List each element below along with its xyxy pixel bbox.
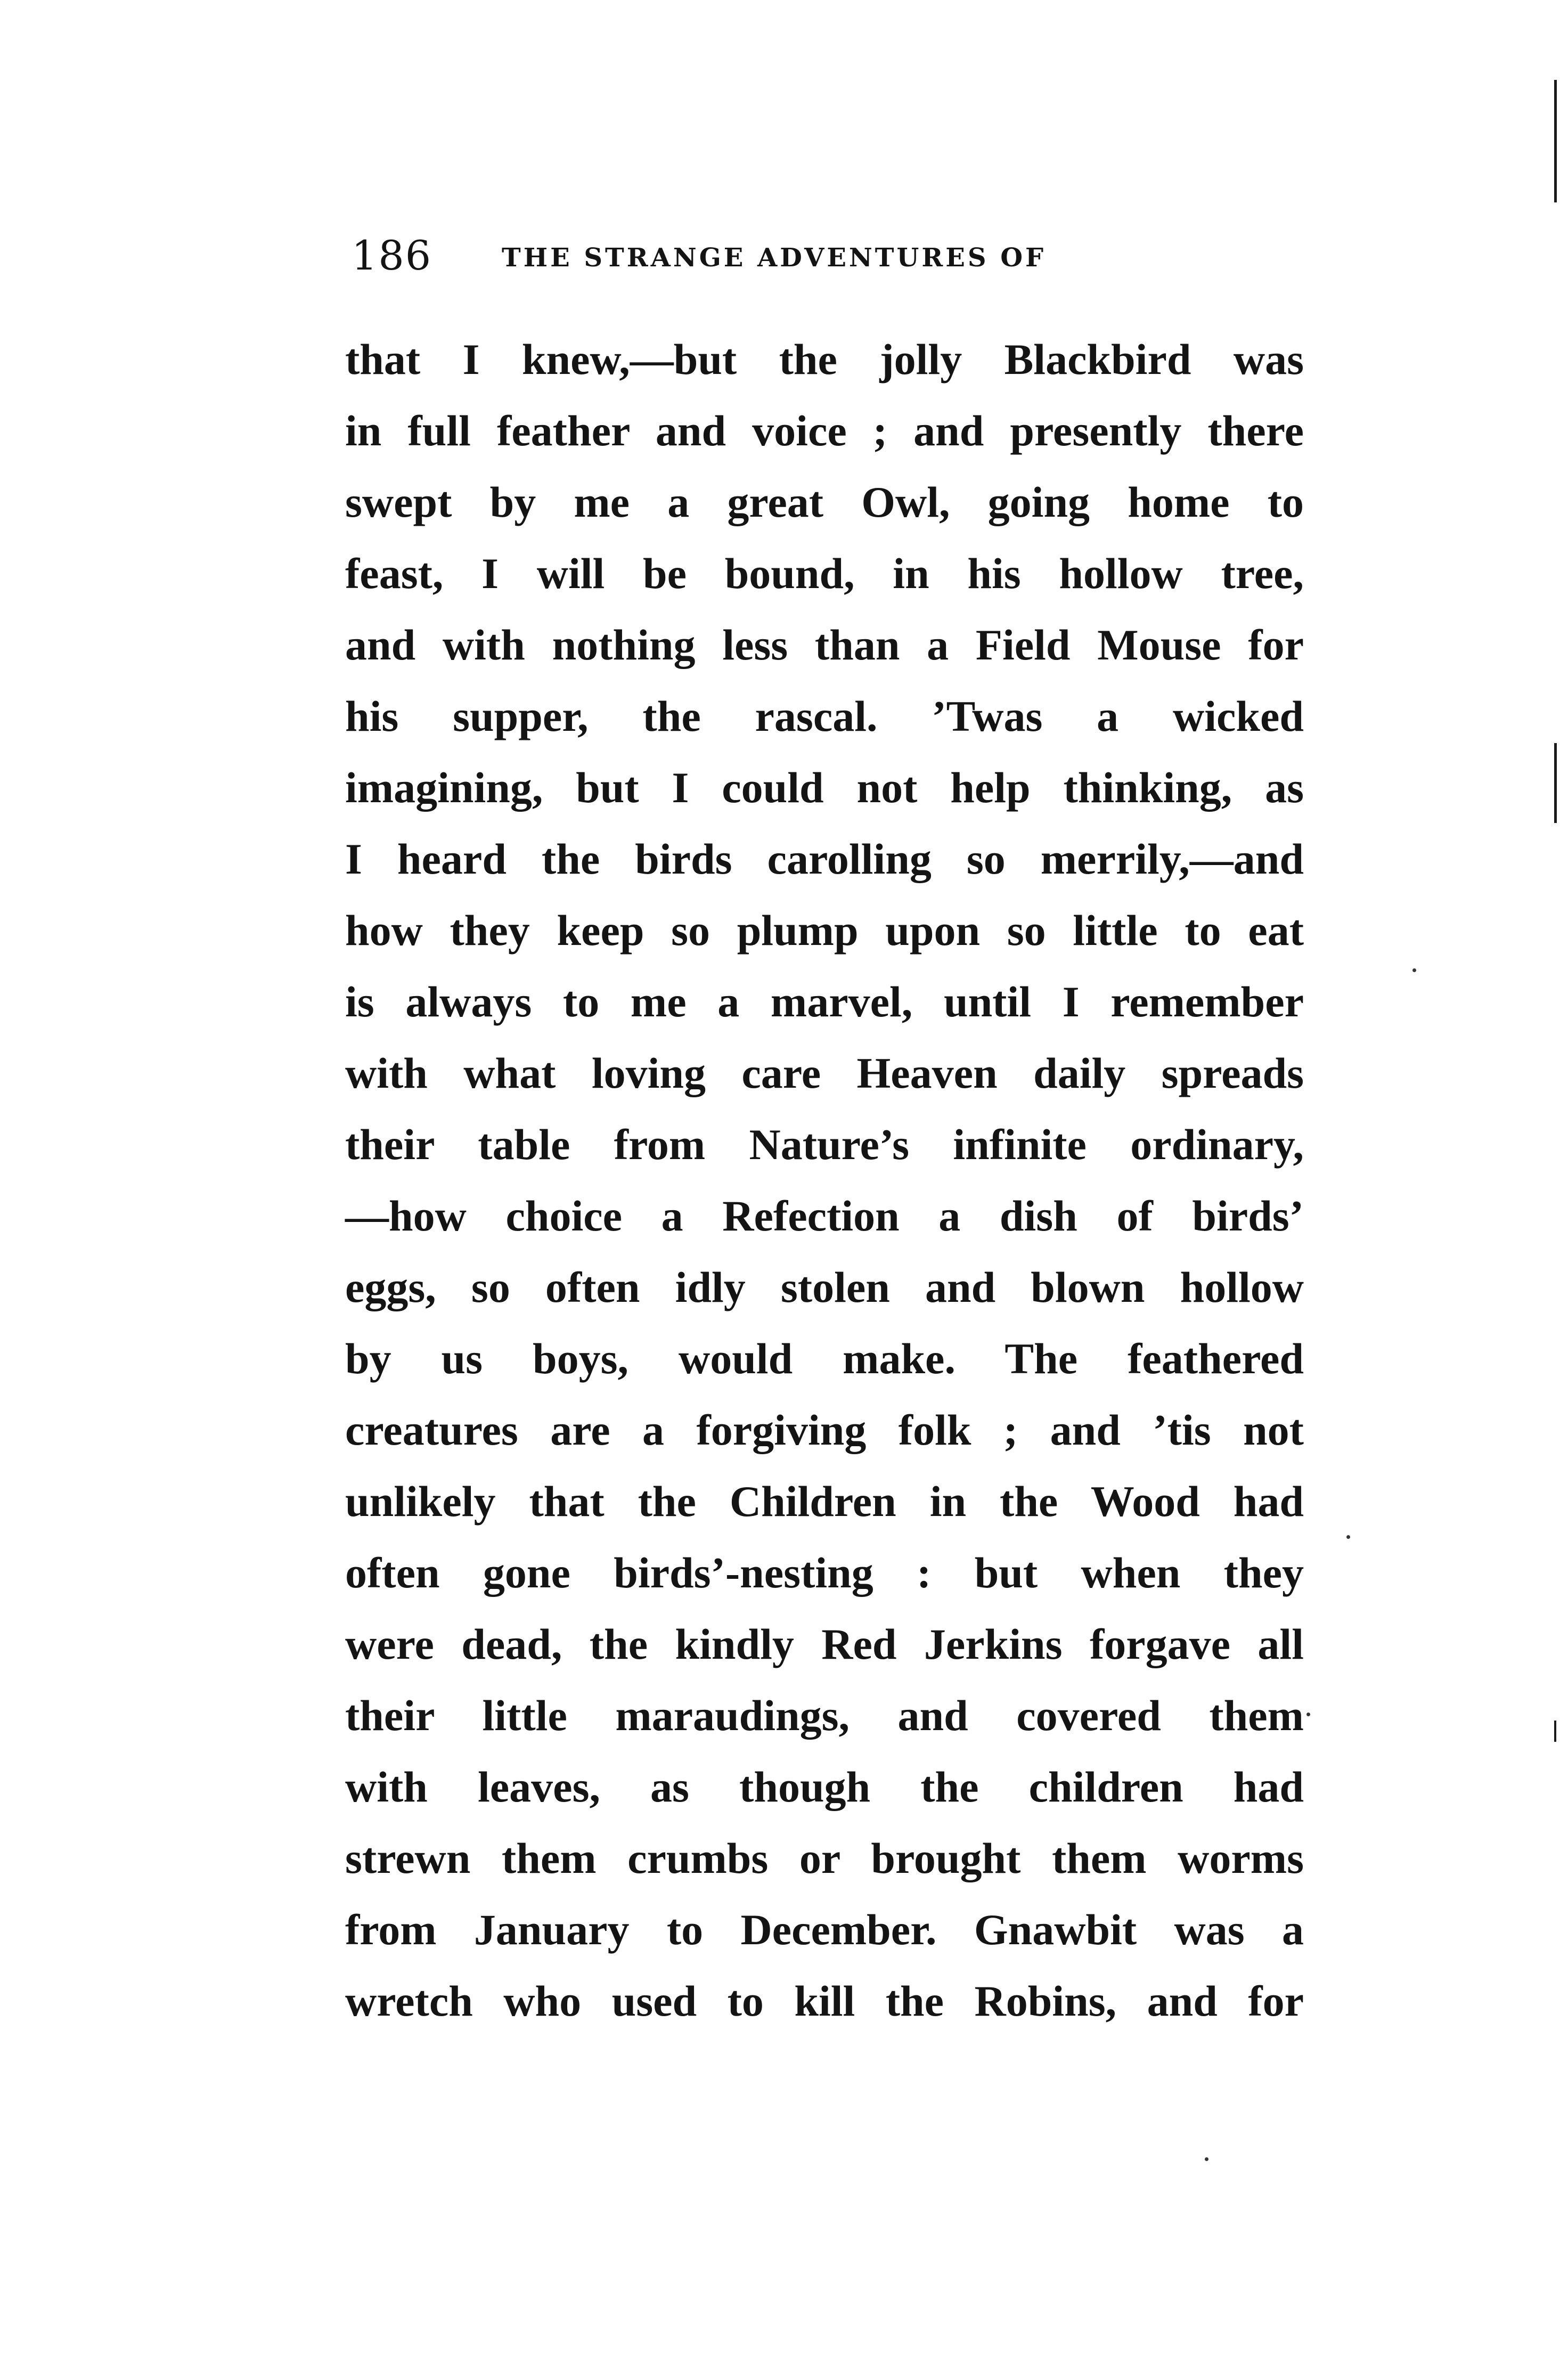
text-line: creatures are a forgiving folk ; and ’tis not [345, 1406, 1304, 1454]
page-number: 186 [352, 232, 432, 279]
running-title: THE STRANGE ADVENTURES OF [502, 243, 1047, 273]
text-line: strewn them crumbs or brought them worms [345, 1834, 1304, 1882]
text-line: that I knew,—but the jolly Blackbird was [345, 335, 1304, 384]
paper-speck [1306, 1713, 1310, 1716]
text-line: swept by me a great Owl, going home to [345, 478, 1304, 526]
paper-speck [1346, 1535, 1350, 1539]
text-line: from January to December. Gnawbit was a [345, 1905, 1304, 1954]
page-edge-mark-middle [1554, 743, 1557, 823]
text-line: feast, I will be bound, in his hollow tree, [345, 549, 1304, 598]
text-line: with leaves, as though the children had [345, 1763, 1304, 1811]
text-line: unlikely that the Children in the Wood had [345, 1477, 1304, 1526]
text-line: how they keep so plump upon so little to eat [345, 906, 1304, 955]
page-edge-mark-lower [1554, 1721, 1556, 1742]
text-line: often gone birds’-nesting : but when they [345, 1548, 1304, 1597]
page-edge-mark-top [1554, 80, 1557, 202]
paper-speck [1412, 968, 1416, 972]
text-line: eggs, so often idly stolen and blown hollow [345, 1263, 1304, 1311]
text-line: his supper, the rascal. ’Twas a wicked [345, 692, 1304, 740]
text-line: —how choice a Refection a dish of birds’ [345, 1192, 1304, 1240]
text-line: I heard the birds carolling so merrily,—and [345, 835, 1304, 883]
text-line: by us boys, would make. The feathered [345, 1334, 1304, 1383]
text-line: is always to me a marvel, until I remember [345, 977, 1304, 1026]
page-header [352, 232, 1300, 280]
text-line: with what loving care Heaven daily spreads [345, 1049, 1304, 1097]
text-line: in full feather and voice ; and presently there [345, 406, 1304, 455]
text-line: their little maraudings, and covered them [345, 1691, 1304, 1740]
text-line: wretch who used to kill the Robins, and for [345, 1977, 1304, 2025]
text-line: and with nothing less than a Field Mouse for [345, 621, 1304, 669]
paper-speck [1205, 2157, 1208, 2161]
text-line: were dead, the kindly Red Jerkins forgave all [345, 1620, 1304, 1668]
text-line: imagining, but I could not help thinking, as [345, 763, 1304, 812]
text-line: their table from Nature’s infinite ordinary, [345, 1120, 1304, 1169]
body-text [345, 324, 1304, 2037]
